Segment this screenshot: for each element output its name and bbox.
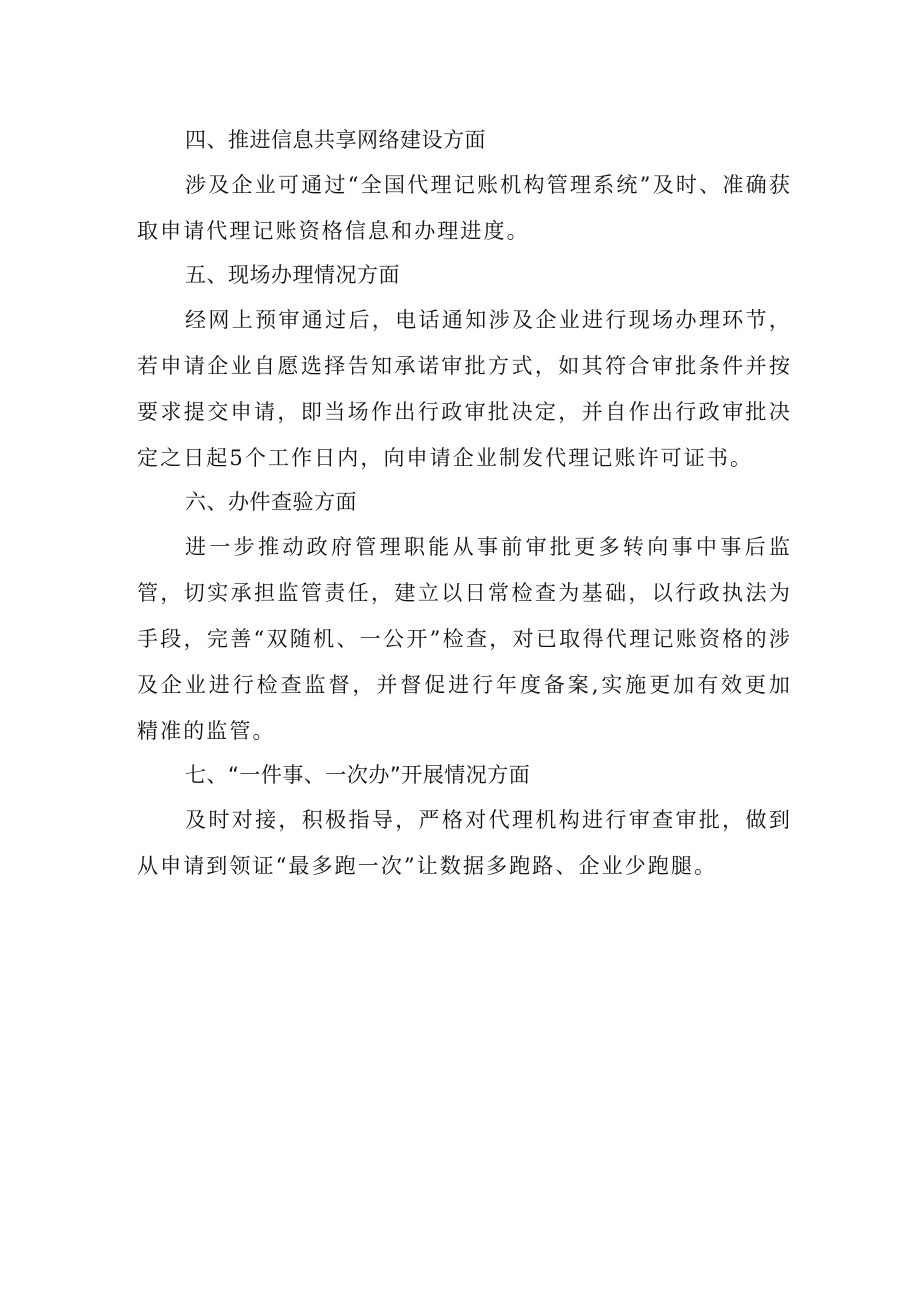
section-paragraph: 涉及企业可通过“全国代理记账机构管理系统”及时、准确获取申请代理记账资格信息和办理进度。 [137,173,792,243]
section-6 [137,481,792,754]
section-paragraph: 及时对接，积极指导，严格对代理机构进行审查审批，做到从申请到领证“最多跑一次”让数据多跑路、企业少跑腿。 [137,808,792,878]
section-paragraph: 经网上预审通过后，电话通知涉及企业进行现场办理环节，若申请企业自愿选择告知承诺审批方式，如其符合审批条件并按要求提交申请，即当场作出行政审批决定，并自作出行政审批决定之日起5个工作日内，向申请企业制发代理记账许可证书。 [137,308,792,470]
section-heading: 五、现场办理情况方面 [185,263,400,287]
section-paragraph: 进一步推动政府管理职能从事前审批更多转向事中事后监管，切实承担监管责任，建立以日常检查为基础，以行政执法为手段，完善“双随机、一公开”检查，对已取得代理记账资格的涉及企业进行检查监督，并督促进行年度备案,实施更加有效更加精准的监管。 [137,535,792,743]
section-7 [137,754,792,889]
section-4 [137,119,792,254]
section-heading: 七、“一件事、一次办”开展情况方面 [185,763,531,787]
section-5 [137,254,792,481]
section-heading: 四、推进信息共享网络建设方面 [185,128,486,152]
document-content [137,119,792,889]
section-heading: 六、办件查验方面 [185,490,357,514]
